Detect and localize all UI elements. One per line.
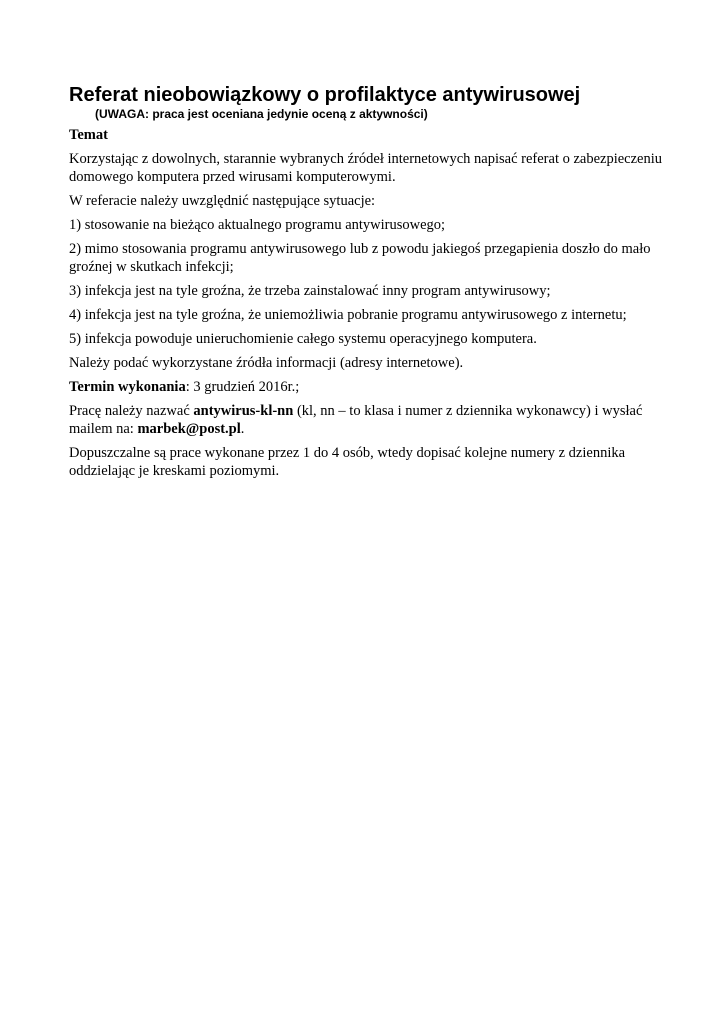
situation-item: 4) infekcja jest na tyle groźna, że uniemożliwia pobranie programu antywirusowego z internetu; [69,307,627,323]
email-address: marbek@post.pl [137,421,241,437]
situations-intro: W referacie należy uwzględnić następujące sytuacje: [69,193,376,209]
group-note: Dopuszczalne są prace wykonane przez 1 do 4 osób, wtedy dopisać kolejne numery z dziennika oddzielając je kreskami poziomymi. [69,445,626,479]
situation-item: 5) infekcja powoduje unieruchomienie całego systemu operacyjnego komputera. [69,331,537,347]
deadline-paragraph [69,378,669,396]
intro-paragraph: Korzystając z dowolnych, starannie wybranych źródeł internetowych napisać referat o zabezpieczeniu domowego komputera przed wirusami komputerowymi. [69,151,663,185]
document-subtitle: (UWAGA: praca jest oceniana jedynie oceną z aktywności) [95,107,428,121]
situation-item: 2) mimo stosowania programu antywirusowego lub z powodu jakiegoś przegapienia doszło do mało groźnej w skutkach infekcji; [69,241,651,275]
sources-note: Należy podać wykorzystane źródła informacji (adresy internetowe). [69,355,464,371]
naming-prefix: Pracę należy nazwać [69,403,194,419]
topic-heading: Temat [69,127,108,143]
situation-item: 3) infekcja jest na tyle groźna, że trzeba zainstalować inny program antywirusowy; [69,283,551,299]
naming-suffix: (kl, nn – to klasa i numer z dziennika wykonawcy) i wysłać mailem na: [69,403,643,437]
deadline-label: Termin wykonania [69,379,186,395]
document-title: Referat nieobowiązkowy o profilaktyce antywirusowej [69,84,581,106]
email-end: . [240,421,245,437]
filename-pattern: antywirus-kl-nn [193,403,294,419]
deadline-value: : 3 grudzień 2016r.; [185,379,300,395]
document-page [69,84,669,486]
submission-paragraph [69,402,669,438]
situation-item: 1) stosowanie na bieżąco aktualnego programu antywirusowego; [69,217,446,233]
